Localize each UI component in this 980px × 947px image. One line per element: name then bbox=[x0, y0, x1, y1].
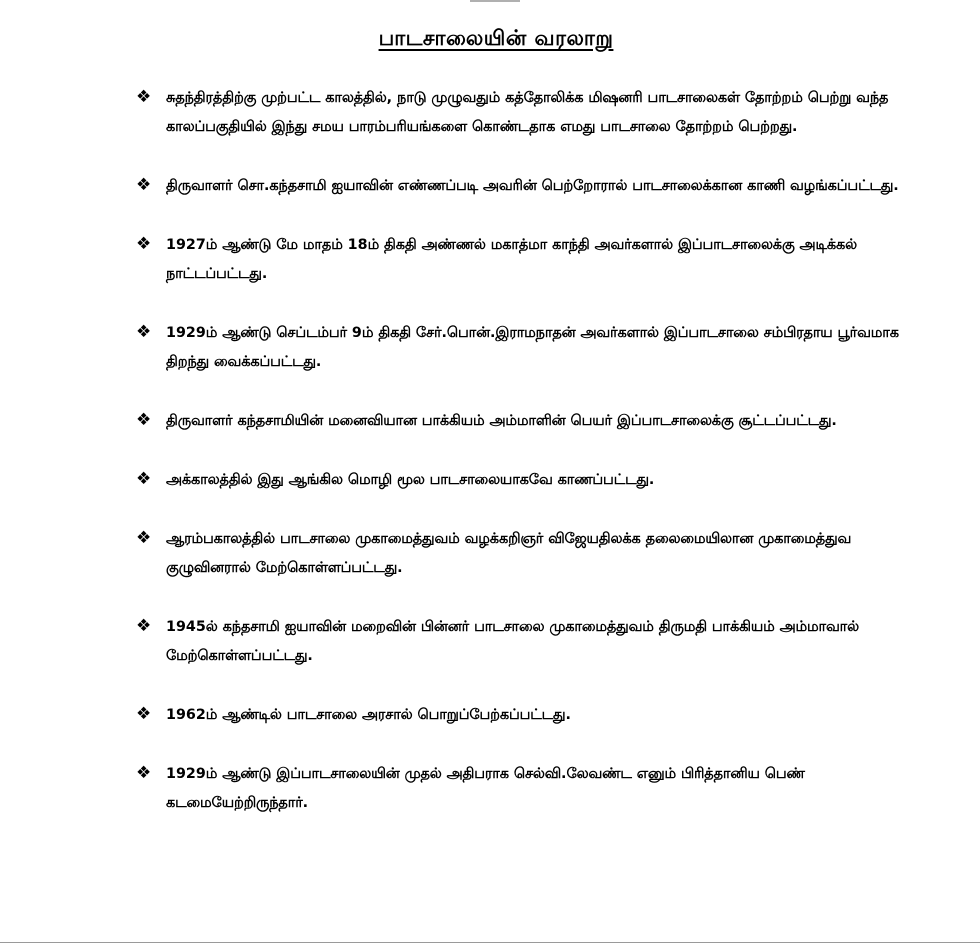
diamond-bullet-icon: ❖ bbox=[136, 469, 152, 489]
list-item-text: 1962ம் ஆண்டில் பாடசாலை அரசால் பொறுப்பேற்கப்பட்டது. bbox=[166, 707, 571, 723]
list-item bbox=[0, 319, 980, 377]
list-item-text: சுதந்திரத்திற்கு முற்பட்ட காலத்தில், நாடு முழுவதும் கத்தோலிக்க மிஷனரி பாடசாலைகள் தோற்றம் பெற்று வந்த காலப்பகுதியில் இந்து சமய பாரம்பரியங்களை கொண்டதாக எமது பாடசாலை தோற்றம் பெற்றது. bbox=[166, 90, 889, 135]
list-item-text: திருவாளர் கந்தசாமியின் மனைவியான பாக்கியம் அம்மாளின் பெயர் இப்பாடசாலைக்கு சூட்டப்பட்டது. bbox=[166, 413, 837, 429]
diamond-bullet-icon: ❖ bbox=[136, 704, 152, 724]
diamond-bullet-icon: ❖ bbox=[136, 234, 152, 254]
list-item bbox=[0, 231, 980, 289]
diamond-bullet-icon: ❖ bbox=[136, 322, 152, 342]
diamond-bullet-icon: ❖ bbox=[136, 175, 152, 195]
list-item bbox=[0, 525, 980, 583]
history-bullet-list bbox=[0, 84, 980, 848]
list-item-text: 1945ல் கந்தசாமி ஐயாவின் மறைவின் பின்னர் பாடசாலை முகாமைத்துவம் திருமதி பாக்கியம் அம்மாவால் மேற்கொள்ளப்பட்டது. bbox=[166, 619, 860, 664]
list-item-text: 1929ம் ஆண்டு இப்பாடசாலையின் முதல் அதிபராக செல்வி.லேவண்ட எனும் பிரித்தானிய பெண் கடமையேற்றிருந்தார். bbox=[166, 766, 805, 811]
diamond-bullet-icon: ❖ bbox=[136, 763, 152, 783]
page-bottom-rule bbox=[0, 942, 980, 943]
page-title: பாடசாலையின் வரலாறு bbox=[378, 26, 614, 50]
list-item-text: திருவாளர் சொ.கந்தசாமி ஐயாவின் எண்ணப்படி அவரின் பெற்றோரால் பாடசாலைக்கான காணி வழங்கப்பட்டது. bbox=[166, 178, 899, 194]
list-item bbox=[0, 407, 980, 436]
list-item bbox=[0, 760, 980, 818]
diamond-bullet-icon: ❖ bbox=[136, 616, 152, 636]
diamond-bullet-icon: ❖ bbox=[136, 528, 152, 548]
diamond-bullet-icon: ❖ bbox=[136, 410, 152, 430]
page-top-rule bbox=[470, 0, 520, 2]
list-item-text: 1927ம் ஆண்டு மே மாதம் 18ம் திகதி அண்ணல் மகாத்மா காந்தி அவர்களால் இப்பாடசாலைக்கு அடிக்கல் நாட்டப்பட்டது. bbox=[166, 237, 857, 282]
list-item bbox=[0, 701, 980, 730]
list-item-text: 1929ம் ஆண்டு செப்டம்பர் 9ம் திகதி சேர்.பொன்.இராமநாதன் அவர்களால் இப்பாடசாலை சம்பிரதாய பூர்வமாக திறந்து வைக்கப்பட்டது. bbox=[166, 325, 899, 370]
list-item-text: அக்காலத்தில் இது ஆங்கில மொழி மூல பாடசாலையாகவே காணப்பட்டது. bbox=[166, 472, 655, 488]
list-item bbox=[0, 84, 980, 142]
list-item bbox=[0, 172, 980, 201]
diamond-bullet-icon: ❖ bbox=[136, 87, 152, 107]
list-item bbox=[0, 613, 980, 671]
list-item bbox=[0, 466, 980, 495]
list-item-text: ஆரம்பகாலத்தில் பாடசாலை முகாமைத்துவம் வழக்கறிஞர் விஜேயதிலக்க தலைமையிலான முகாமைத்துவ குழுவினரால் மேற்கொள்ளப்பட்டது. bbox=[166, 531, 852, 576]
